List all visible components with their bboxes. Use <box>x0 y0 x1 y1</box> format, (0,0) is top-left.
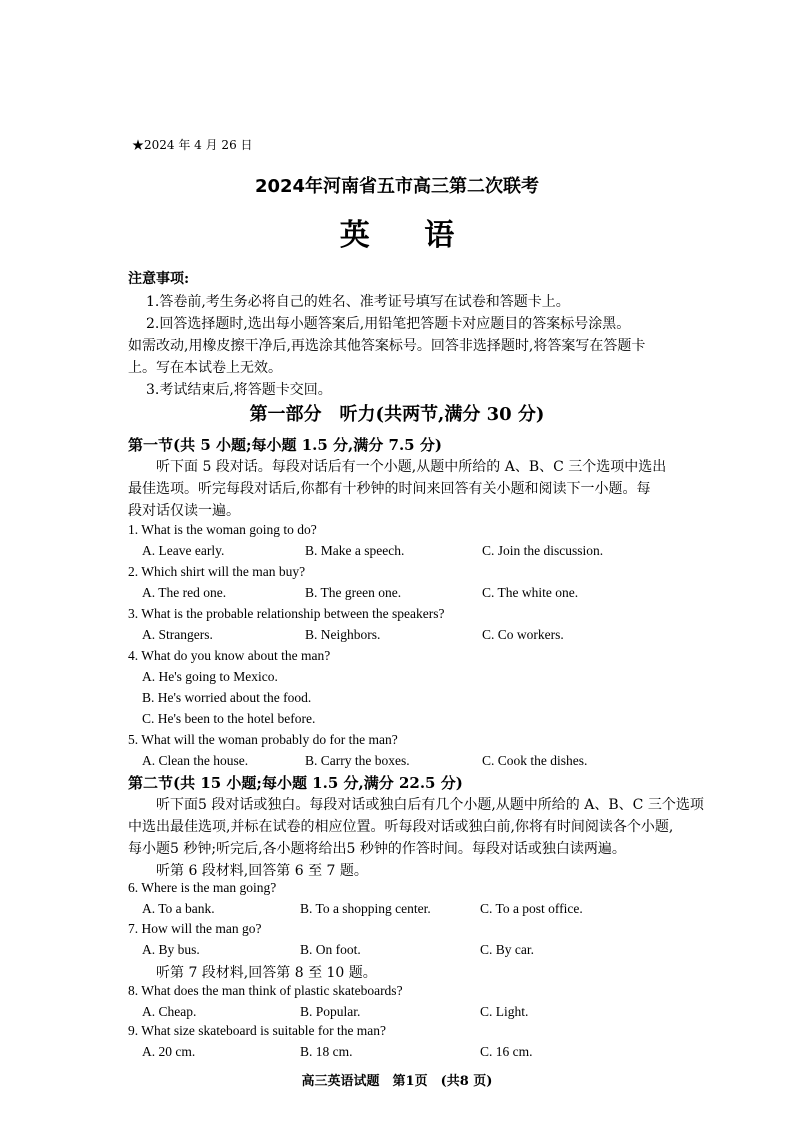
option-a: A. 20 cm. <box>142 1044 196 1059</box>
section-one-title: 第一节(共 5 小题;每小题 1.5 分,满分 7.5 分) <box>128 436 442 454</box>
question-stem: 1. What is the woman going to do? <box>128 522 317 537</box>
note-line: 3.考试结束后,将答题卡交回。 <box>146 382 332 398</box>
option-c: C. By car. <box>480 942 534 957</box>
option-b: B. The green one. <box>305 585 402 600</box>
part-one-title: 第一部分 听力(共两节,满分 30 分) <box>249 404 545 425</box>
note-line: 2.回答选择题时,选出每小题答案后,用铅笔把答题卡对应题目的答案标号涂黑。 <box>146 316 631 332</box>
option-b: B. On foot. <box>300 942 361 957</box>
question-stem: 2. Which shirt will the man buy? <box>128 564 306 579</box>
question-stem: 9. What size skateboard is suitable for the man? <box>128 1023 387 1038</box>
option-c: C. 16 cm. <box>480 1044 533 1059</box>
option-b: B. Carry the boxes. <box>305 753 410 768</box>
option-b: B. 18 cm. <box>300 1044 353 1059</box>
page-footer: 高三英语试题 第1页 (共8 页) <box>301 1074 493 1089</box>
option-b: B. To a shopping center. <box>300 901 431 916</box>
note-line: 如需改动,用橡皮擦干净后,再选涂其他答案标号。回答非选择题时,将答案写在答题卡 <box>128 338 646 354</box>
section-two-title: 第二节(共 15 小题;每小题 1.5 分,满分 22.5 分) <box>128 774 463 792</box>
option-c: C. To a post office. <box>480 901 583 916</box>
material-note: 听第 7 段材料,回答第 8 至 10 题。 <box>156 965 377 981</box>
option-c: C. Light. <box>480 1004 529 1019</box>
question-stem: 5. What will the woman probably do for the man? <box>128 732 398 747</box>
option-a: A. He's going to Mexico. <box>142 669 278 684</box>
option-b: B. Make a speech. <box>305 543 405 558</box>
option-a: A. Leave early. <box>142 543 225 558</box>
instruction-line: 最佳选项。听完每段对话后,你都有十秒钟的时间来回答有关小题和阅读下一小题。每 <box>128 481 651 497</box>
question-stem: 3. What is the probable relationship between the speakers? <box>128 606 445 621</box>
exam-title: 2024年河南省五市高三第二次联考 <box>254 176 540 197</box>
note-line: 上。写在本试卷上无效。 <box>128 360 282 376</box>
option-a: A. To a bank. <box>142 901 215 916</box>
instruction-line: 听下面 5 段对话。每段对话后有一个小题,从题中所给的 A、B、C 三个选项中选出 <box>156 459 667 475</box>
option-c: C. Co workers. <box>482 627 564 642</box>
instruction-line: 段对话仅读一遍。 <box>128 503 240 519</box>
instruction-line: 听下面5 段对话或独白。每段对话或独白后有几个小题,从题中所给的 A、B、C 三个选项 <box>156 797 704 813</box>
question-stem: 8. What does the man think of plastic skateboards? <box>128 983 403 998</box>
option-c: C. He's been to the hotel before. <box>142 711 316 726</box>
option-b: B. Neighbors. <box>305 627 381 642</box>
instruction-line: 每小题5 秒钟;听完后,各小题将给出5 秒钟的作答时间。每段对话或独白读两遍。 <box>128 841 626 857</box>
option-a: A. Cheap. <box>142 1004 197 1019</box>
option-a: A. The red one. <box>142 585 227 600</box>
question-stem: 7. How will the man go? <box>128 921 262 936</box>
option-b: B. Popular. <box>300 1004 361 1019</box>
notes-heading: 注意事项: <box>128 271 190 287</box>
note-line: 1.答卷前,考生务必将自己的姓名、准考证号填写在试卷和答题卡上。 <box>146 294 570 310</box>
option-c: C. Join the discussion. <box>482 543 604 558</box>
instruction-line: 中选出最佳选项,并标在试卷的相应位置。听每段对话或独白前,你将有时间阅读各个小题, <box>128 819 674 835</box>
option-b: B. He's worried about the food. <box>142 690 312 705</box>
question-stem: 6. Where is the man going? <box>128 880 277 895</box>
option-c: C. Cook the dishes. <box>482 753 588 768</box>
option-a: A. Clean the house. <box>142 753 249 768</box>
exam-date: ★2024 年 4 月 26 日 <box>132 138 253 152</box>
option-a: A. By bus. <box>142 942 200 957</box>
option-c: C. The white one. <box>482 585 579 600</box>
subject-title: 英 语 <box>339 218 477 253</box>
material-note: 听第 6 段材料,回答第 6 至 7 题。 <box>156 863 368 879</box>
option-a: A. Strangers. <box>142 627 213 642</box>
question-stem: 4. What do you know about the man? <box>128 648 331 663</box>
